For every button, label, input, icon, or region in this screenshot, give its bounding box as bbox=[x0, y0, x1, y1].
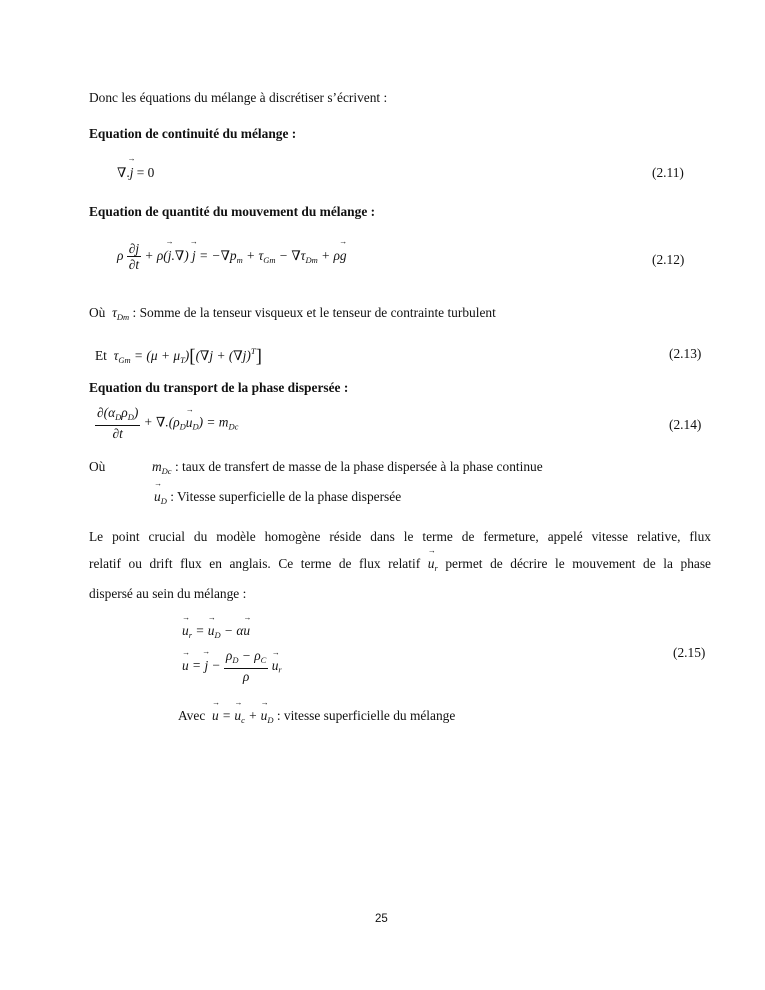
equation-number-2-13: (2.13) bbox=[669, 346, 702, 361]
heading-continuity: Equation de continuité du mélange : bbox=[89, 126, 297, 141]
paragraph-line-2: relatif ou drift flux en anglais. Ce terme de flux relatif → $u_r$ permet de décrire le mouvement de la phase bbox=[89, 556, 711, 573]
definition-u-mixture: Avec → u = → $u_c$ + → $u_D$ : vitesse superficielle du mélange bbox=[178, 708, 455, 725]
equation-2-11: ∇.→ j = 0 bbox=[117, 165, 154, 181]
heading-transport: Equation du transport de la phase dispersée : bbox=[89, 380, 349, 395]
definition-m-dc: $m_{Dc}$ : taux de transfert de masse de la phase dispersée à la phase continue bbox=[152, 459, 543, 476]
paragraph-line-3: dispersé au sein du mélange : bbox=[89, 586, 247, 601]
paragraph-line-1: Le point crucial du modèle homogène réside dans le terme de fermeture, appelé vitesse relative, flux bbox=[89, 529, 711, 544]
equation-2-15-line-1: → $u_r$ = → $u_D - \alpha\to u$ bbox=[182, 623, 250, 640]
page-number: 25 bbox=[375, 913, 388, 925]
equation-number-2-14: (2.14) bbox=[669, 417, 702, 432]
equation-2-12: ρ $\frac{\partial j}{\partial t}$ + $\rho(\to j.\nabla) \to j = -\nabla p_m + \tau_{Gm} - \nabla\tau_{Dm} + \rho\to g$ bbox=[117, 241, 347, 273]
equation-number-2-12: (2.12) bbox=[652, 252, 685, 267]
fraction-dj-dt: $\frac{\partial j}{\partial t}$ bbox=[128, 241, 140, 272]
intro-text: Donc les équations du mélange à discrétiser s’écrivent : bbox=[89, 90, 388, 105]
fraction-d-alpha-rho-dt: $\frac{\partial(\alpha_D\rho_D)}{\partial t}$ bbox=[97, 405, 139, 441]
equation-2-15-line-2: → u = → j − $\frac{\rho_D - \rho_C}{\rho}$ → $u_r$ bbox=[182, 648, 282, 685]
equation-number-2-11: (2.11) bbox=[652, 165, 684, 180]
fraction-rho-d-minus-rho-c: $\frac{\rho_D - \rho_C}{\rho}$ bbox=[225, 648, 267, 684]
equation-number-2-15: (2.15) bbox=[673, 645, 706, 660]
definition-u-d: → $u_D$ : Vitesse superficielle de la phase dispersée bbox=[154, 489, 401, 506]
equation-2-13: Et $\tau_{Gm} = (\mu + \mu_T)[(\nabla j + (\nabla j)^T]$ bbox=[95, 346, 262, 367]
heading-momentum: Equation de quantité du mouvement du mélange : bbox=[89, 204, 376, 219]
label-ou: Où bbox=[89, 459, 106, 474]
definition-tau-dm: Où $\tau_{Dm}$ : Somme de la tenseur visqueux et le tenseur de contrainte turbulent bbox=[89, 305, 496, 322]
equation-2-14: $\frac{\partial(\alpha_D\rho_D)}{\partial t}$ + $\nabla.(\rho_D\to u_D) = m_{Dc}$ bbox=[95, 405, 238, 442]
